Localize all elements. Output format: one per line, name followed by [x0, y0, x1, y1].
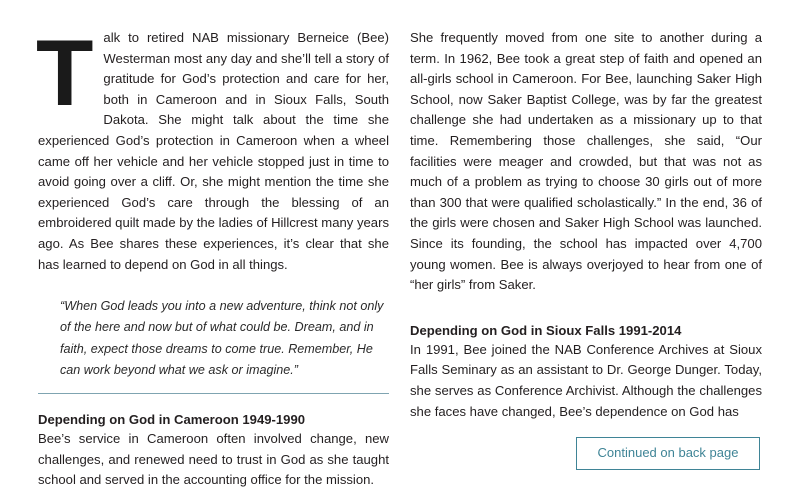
pull-quote: “When God leads you into a new adventure, think not only of the here and now but of what could be. Dream, and in faith, expect those dreams to come true. Remember, He can work beyond what we ask or imagine.” [60, 299, 384, 377]
intro-text: alk to retired NAB missionary Berneice (Bee) Westerman most any day and she’ll tell a story of gratitude for God’s protection and care for her, both in Cameroon and in Sioux Falls, South Dakota. She might talk about the time she experienced God’s protection in Cameroon when a wheel came off her vehicle and her vehicle stopped just in time to avoid going over a cliff. Or, she might mention the time she experienced God’s care through the blessing of an embroidered quilt made by the ladies of Hillcrest many years ago. As Bee shares these experiences, it’s clear that she has learned to depend on God in all things. [38, 30, 389, 272]
section-text-cameroon: Bee’s service in Cameroon often involved change, new challenges, and renewed need to trust in God as she taught school and served in the accounting office for the mission. [38, 430, 389, 488]
section-heading-cameroon: Depending on God in Cameroon 1949-1990 [38, 411, 306, 427]
intro-paragraph [36, 20, 389, 275]
continued-on-back-page-button[interactable]: Continued on back page [576, 437, 760, 470]
right-column [410, 28, 762, 422]
quote-divider [38, 393, 389, 394]
continued-paragraph: She frequently moved from one site to another during a term. In 1962, Bee took a great step of faith and opened an all-girls school in Cameroon. For Bee, launching Saker High School, now Saker Baptist College, was by far the greatest challenge she had undertaken as a missionary up to that time. Remembering those challenges, she said, “Our facilities were meager and crowded, but that was not as much of a problem as trying to choose 30 girls out of more than 300 that were qualified scholastically.” In the end, 36 of the girls were chosen and Saker High School was launched. Since its founding, the school has impacted over 4,700 young women. Bee is always overjoyed to hear from one of “her girls” from Saker. [410, 30, 762, 293]
left-column [36, 20, 389, 491]
section-heading-sioux-falls: Depending on God in Sioux Falls 1991-2014 [410, 322, 682, 338]
drop-cap: T [36, 20, 94, 125]
section-text-sioux-falls: In 1991, Bee joined the NAB Conference Archives at Sioux Falls Seminary as an assistant to Dr. George Dunger. Today, she serves as Conference Archivist. Although the challenges she faces have changed, Bee’s dependence on God has [410, 341, 762, 419]
